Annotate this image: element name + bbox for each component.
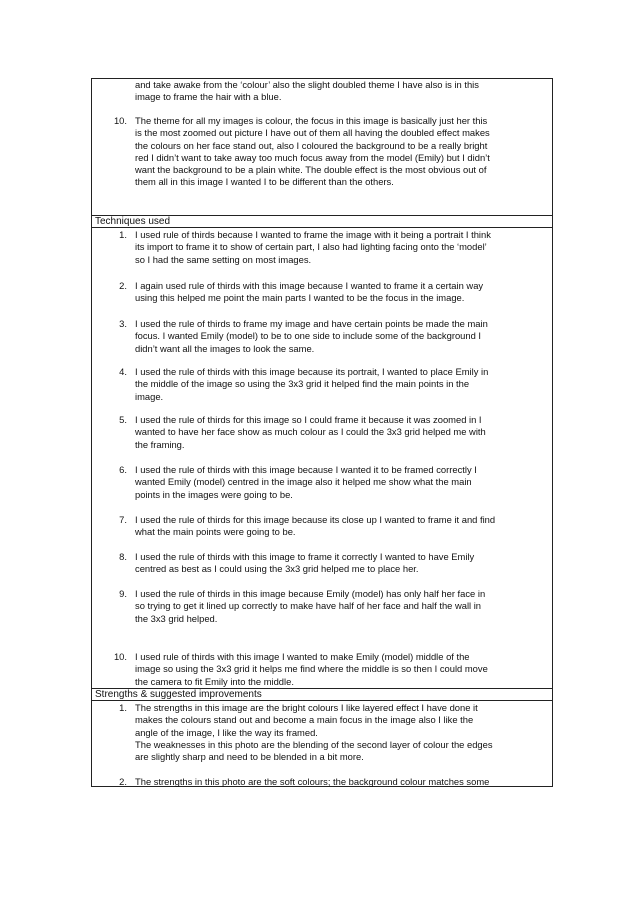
text-line: are slightly sharp and need to be blended in a bit more. bbox=[135, 751, 364, 763]
text-line: the framing. bbox=[135, 438, 185, 450]
item-number: 6. bbox=[119, 464, 127, 475]
text-line: image so using the 3x3 grid it helps me find where the middle is so then I could move bbox=[135, 663, 488, 675]
text-line: makes the colours stand out and become a main focus in the image also I like the bbox=[135, 714, 474, 726]
text-line: the camera to fit Emily into the middle. bbox=[135, 675, 294, 687]
item-number: 2. bbox=[119, 776, 127, 787]
item-text bbox=[135, 651, 549, 688]
text-line: and take awake from the ‘colour’ also the slight doubled theme I have also is in this bbox=[135, 79, 479, 90]
text-line: points in the images were going to be. bbox=[135, 488, 293, 500]
item-text bbox=[135, 414, 549, 451]
text-line: the colours on her face stand out, also I coloured the background to be a really bright bbox=[135, 139, 488, 151]
item-number: 4. bbox=[119, 366, 127, 377]
item-text bbox=[135, 588, 549, 625]
text-line: I used rule of thirds because I wanted to frame the image with it being a portrait I think bbox=[135, 229, 491, 240]
text-line: I used rule of thirds with this image I wanted to make Emily (model) middle of the bbox=[135, 651, 470, 662]
item-text bbox=[135, 551, 549, 576]
text-line: I used the rule of thirds to frame my image and have certain points be made the main bbox=[135, 318, 488, 329]
item-text bbox=[135, 366, 549, 403]
text-line: so trying to get it lined up correctly to make have half of her face and half the wall in bbox=[135, 600, 482, 612]
text-line: I used the rule of thirds with this image to frame it correctly I wanted to have Emily bbox=[135, 551, 475, 562]
text-line: I used the rule of thirds with this image because I wanted it to be framed correctly I bbox=[135, 464, 477, 475]
text-line: centred as best as I could using the 3x3 grid helped me to place her. bbox=[135, 563, 419, 575]
text-line: focus. I wanted Emily (model) to be to one side to include some of the background I bbox=[135, 330, 482, 342]
text-line: want the background to be a plain white. The double effect is the most obvious out of bbox=[135, 164, 487, 176]
text-line: the 3x3 grid helped. bbox=[135, 612, 218, 624]
item-number: 5. bbox=[119, 414, 127, 425]
text-line: wanted Emily (model) centred in the image also it helped me show what the main bbox=[135, 476, 472, 488]
text-line: I again used rule of thirds with this image because I wanted to frame it a certain way bbox=[135, 280, 484, 291]
item-number: 2. bbox=[119, 280, 127, 291]
item-number: 8. bbox=[119, 551, 127, 562]
text-line: red I didn’t want to take away too much focus away from the model (Emily) but I didn’t bbox=[135, 151, 490, 163]
text-line: is the most zoomed out picture I have out of them all having the doubled effect makes bbox=[135, 127, 490, 139]
text-line: using this helped me point the main parts I wanted to be the focus in the image. bbox=[135, 292, 465, 304]
item-number: 3. bbox=[119, 318, 127, 329]
item-text bbox=[135, 464, 549, 501]
item-text bbox=[135, 115, 549, 189]
text-line: didn’t want all the images to look the same. bbox=[135, 342, 315, 354]
section-heading-techniques: Techniques used bbox=[95, 216, 171, 227]
item-number: 10. bbox=[113, 115, 127, 126]
text-line: I used the rule of thirds for this image because its close up I wanted to frame it and find bbox=[135, 514, 496, 525]
item-text bbox=[135, 702, 549, 763]
text-line: the middle of the image so using the 3x3 grid it helped find the main points in the bbox=[135, 378, 470, 390]
item-number: 10. bbox=[113, 651, 127, 662]
item-text bbox=[135, 280, 549, 305]
item-text bbox=[135, 514, 549, 539]
text-line: I used the rule of thirds for this image so I could frame it because it was zoomed in I bbox=[135, 414, 482, 425]
text-line: The theme for all my images is colour, the focus in this image is basically just her this bbox=[135, 115, 488, 126]
text-line: I used the rule of thirds with this image because its portrait, I wanted to place Emily in bbox=[135, 366, 489, 377]
intro-continuation-text bbox=[135, 79, 549, 104]
text-line: image to frame the hair with a blue. bbox=[135, 91, 282, 103]
item-number: 1. bbox=[119, 229, 127, 240]
text-line: The weaknesses in this photo are the blending of the second layer of colour the edges bbox=[135, 738, 493, 750]
text-line: angle of the image, I like the way its framed. bbox=[135, 726, 318, 738]
section-heading-strengths: Strengths & suggested improvements bbox=[95, 689, 262, 700]
text-line: its import to frame it to show of certain part, I also had lighting facing onto the ‘model’ bbox=[135, 241, 487, 253]
text-line: image. bbox=[135, 390, 164, 402]
text-line: The strengths in this image are the bright colours I like layered effect I have done it bbox=[135, 702, 478, 713]
text-line: them all in this image I wanted I to be different than the others. bbox=[135, 176, 394, 188]
item-text bbox=[135, 776, 549, 788]
text-line: so I had the same setting on most images. bbox=[135, 253, 312, 265]
item-text bbox=[135, 229, 549, 266]
text-line: I used the rule of thirds in this image because Emily (model) has only half her face in bbox=[135, 588, 486, 599]
text-line: wanted to have her face show as much colour as I could the 3x3 grid helped me with bbox=[135, 426, 486, 438]
item-number: 9. bbox=[119, 588, 127, 599]
item-number: 1. bbox=[119, 702, 127, 713]
text-line: The strengths in this photo are the soft colours; the background colour matches some bbox=[135, 776, 490, 787]
item-number: 7. bbox=[119, 514, 127, 525]
item-text bbox=[135, 318, 549, 355]
text-line: what the main points were going to be. bbox=[135, 526, 296, 538]
